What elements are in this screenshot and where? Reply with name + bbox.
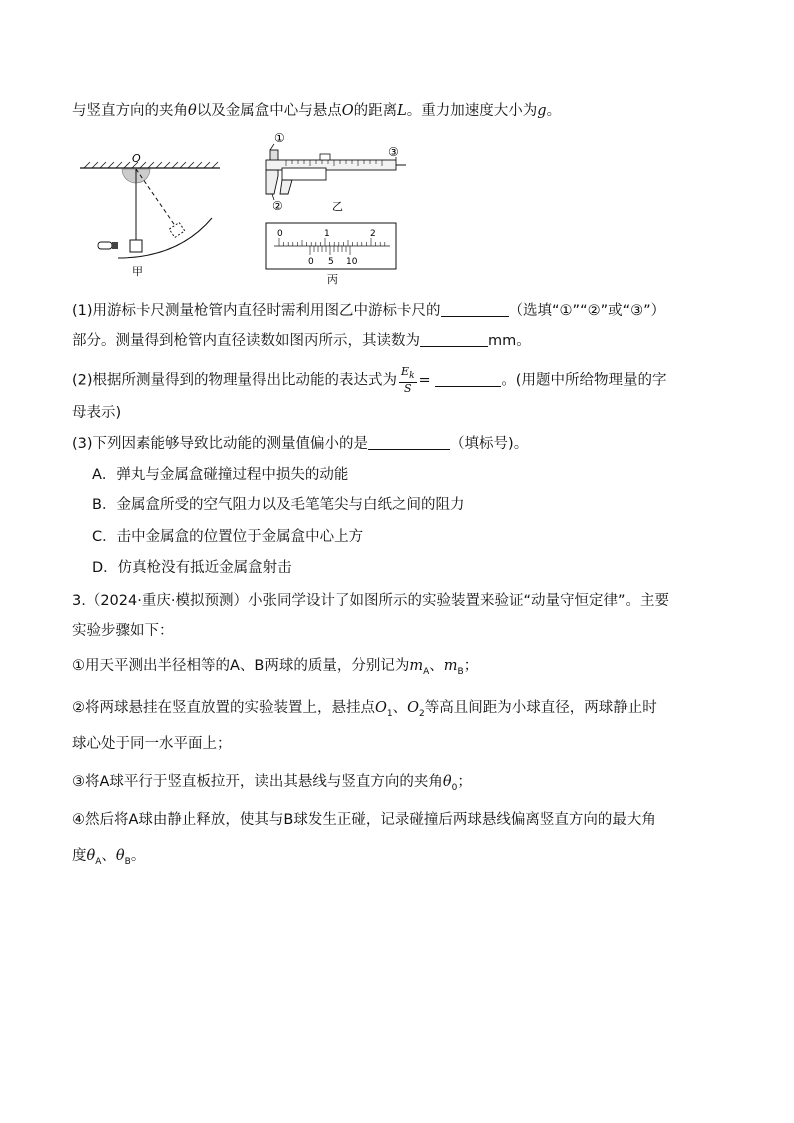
q2-line1 bbox=[72, 366, 666, 395]
pellet bbox=[98, 242, 112, 249]
p3-line2: 实验步骤如下： bbox=[72, 623, 174, 639]
p3-step2 bbox=[72, 698, 657, 724]
q1-line2 bbox=[72, 331, 531, 351]
intro-text: 。重力加速度大小为 bbox=[406, 103, 538, 119]
q3-text: (3)下列因素能够导致比动能的测量值偏小的是 bbox=[72, 436, 369, 452]
theta-symbol: θ bbox=[442, 774, 452, 790]
fig3-caption: 丙 bbox=[327, 273, 338, 286]
step2-text: 等高且间距为小球直径，两球静止时 bbox=[424, 700, 657, 716]
point-o1: O bbox=[375, 700, 387, 716]
q1-text: (1)用游标卡尺测量枪管内直径时需利用图乙中游标卡尺的 bbox=[72, 303, 441, 319]
q2-text: 母表示) bbox=[72, 405, 122, 421]
mass-sub-a: A bbox=[423, 666, 430, 677]
q2-text: 。(用题中所给物理量的字 bbox=[501, 372, 667, 389]
point-o2: O bbox=[407, 700, 420, 716]
metal-box-rest bbox=[130, 240, 142, 252]
frac-denominator: S bbox=[404, 382, 412, 396]
lock-screw bbox=[320, 154, 330, 160]
p3-step3 bbox=[72, 772, 472, 798]
sub-2: 2 bbox=[419, 708, 425, 719]
figures bbox=[60, 128, 420, 290]
q3-option-a: A．弹丸与金属盒碰撞过程中损失的动能 bbox=[92, 467, 349, 483]
sub-b: B bbox=[124, 856, 131, 867]
q3-answer-blank[interactable] bbox=[368, 435, 450, 450]
metal-box-swung bbox=[169, 222, 185, 237]
step3-text: ③将A球平行于竖直板拉开，读出其悬线与竖直方向的夹角 bbox=[72, 774, 443, 790]
p3-line1: 3.（2024·重庆·模拟预测）小张同学设计了如图所示的实验装置来验证“动量守恒定律”。主要 bbox=[72, 593, 669, 609]
deflected-string bbox=[136, 169, 176, 227]
figure-yi bbox=[266, 131, 406, 213]
separator: 、 bbox=[429, 658, 444, 674]
fig2-marker-1: ① bbox=[274, 131, 285, 145]
p3-step4: ④然后将A球由静止释放，使其与B球发生正碰，记录碰撞后两球悬线偏离竖直方向的最大角 bbox=[72, 812, 656, 828]
theta-symbol: θ bbox=[188, 103, 197, 119]
q2-line2 bbox=[72, 403, 121, 423]
outer-jaw-moving bbox=[280, 180, 292, 194]
q2-fraction bbox=[399, 366, 417, 395]
intro-text: 。 bbox=[546, 103, 562, 119]
p3-step2-line2: 球心处于同一水平面上； bbox=[72, 736, 232, 752]
q1-answer-blank-1[interactable] bbox=[441, 302, 509, 317]
fig3-vernier-label: 5 bbox=[328, 257, 334, 267]
gravity-symbol: g bbox=[537, 103, 547, 119]
mass-symbol: m bbox=[409, 658, 424, 674]
intro-text: 以及金属盒中心与悬点 bbox=[196, 103, 342, 119]
fig1-caption: 甲 bbox=[132, 265, 143, 278]
theta-a: θ bbox=[86, 848, 96, 864]
q1-answer-blank-2[interactable] bbox=[420, 332, 488, 347]
sub-0: 0 bbox=[451, 782, 458, 793]
theta-b: θ bbox=[115, 848, 125, 864]
fig3-main-label: 0 bbox=[277, 229, 283, 239]
fig2-caption: 乙 bbox=[332, 200, 343, 213]
pellet-tail bbox=[112, 242, 118, 249]
q3-option-d: D．仿真枪没有抵近金属盒射击 bbox=[92, 560, 292, 576]
fig2-marker-2: ② bbox=[272, 199, 283, 213]
vernier-slider bbox=[282, 168, 326, 180]
step1-text: ①用天平测出半径相等的A、B两球的质量，分别记为 bbox=[72, 658, 410, 674]
figure-bing bbox=[266, 223, 396, 286]
fig1-o-label: O bbox=[132, 152, 141, 165]
sub-a: A bbox=[95, 856, 102, 867]
fig3-vernier-label: 0 bbox=[308, 257, 314, 267]
step2-text: ②将两球悬挂在竖直放置的实验装置上，悬挂点 bbox=[72, 700, 375, 716]
step3-end: ； bbox=[457, 774, 472, 790]
frac-numerator: E bbox=[401, 365, 410, 378]
separator: 、 bbox=[392, 700, 408, 716]
step4-text: 度 bbox=[72, 848, 87, 864]
step4-end: 。 bbox=[130, 848, 146, 864]
fig3-main-label: 2 bbox=[370, 229, 376, 239]
q2-equals: = bbox=[418, 372, 431, 389]
intro-text: 与竖直方向的夹角 bbox=[72, 103, 188, 119]
p3-step1 bbox=[72, 656, 478, 682]
q3-stem bbox=[72, 434, 528, 454]
q1-text: （选填“①”“②”或“③”） bbox=[508, 303, 666, 319]
frac-numerator-sub: k bbox=[409, 371, 415, 382]
point-o-symbol: O bbox=[341, 103, 354, 119]
q3-option-c: C．击中金属盒的位置位于金属盒中心上方 bbox=[92, 529, 364, 545]
intro-text: 的距离 bbox=[353, 103, 398, 119]
separator: 、 bbox=[101, 848, 116, 864]
mass-symbol: m bbox=[443, 658, 458, 674]
q2-text: (2)根据所测量得到的物理量得出比动能的表达式为 bbox=[72, 372, 398, 389]
mass-sub-b: B bbox=[457, 666, 464, 677]
length-symbol: L bbox=[397, 103, 407, 119]
q1-text: 部分。测量得到枪管内直径读数如图丙所示，其读数为 bbox=[72, 333, 420, 349]
figure-jia bbox=[80, 152, 220, 278]
q3-text: （填标号)。 bbox=[450, 436, 529, 452]
q2-answer-blank[interactable] bbox=[435, 372, 501, 387]
intro-line bbox=[72, 101, 561, 121]
fig2-marker-3: ③ bbox=[388, 145, 399, 159]
fig3-vernier-label: 10 bbox=[346, 257, 358, 267]
outer-jaw-fixed bbox=[266, 170, 278, 194]
q3-option-b: B．金属盒所受的空气阻力以及毛笔笔尖与白纸之间的阻力 bbox=[92, 497, 465, 513]
fig3-main-label: 1 bbox=[324, 229, 330, 239]
q1-unit: mm。 bbox=[488, 333, 531, 349]
step1-end: ； bbox=[463, 658, 479, 674]
q1-line1 bbox=[72, 301, 665, 321]
p3-step4-line2 bbox=[72, 846, 145, 872]
sub-1: 1 bbox=[386, 708, 393, 719]
